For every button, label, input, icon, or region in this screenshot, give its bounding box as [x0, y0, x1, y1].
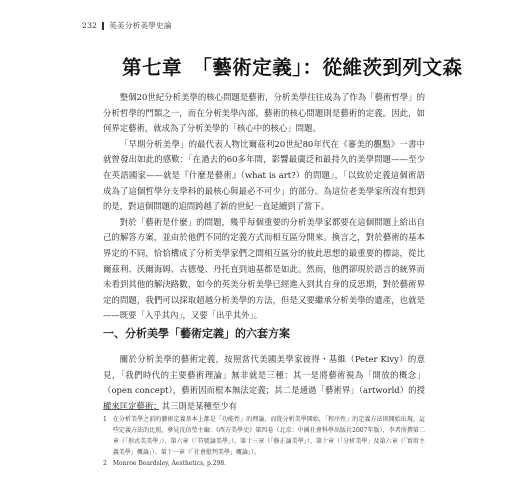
footnote-text: 在分析美學之前的藝術定義基本上都是「功能性」的理論，而從分析美學開始，「程序性」的定義方法則開始出現，這些定義方法的比照，參見沈信瑩主編：《西方美學史》第四卷（北京：中國社會科學出版社2007年版），李者所撰第二章（「形式美美學」）、第六章（「符號論美學」）、第十三章（「修正論美學」）、第十章（「分析美學」及第六章（「實用主義美學」概論」）、第十一章（「社會批判美學」概論」）。 [112, 416, 425, 456]
section-heading: 一、分析美學「藝術定義」的六套方案 [103, 327, 290, 340]
paragraph-2: 「早期分析美學」的最代表人物比爾茲利20世紀80年代在《審美的觀點》一書中就曾發出如此的感歎：「在過去的60多年間，影響最廣泛和最持久的美學問題——至少在英語國家——就是『什麼是藝術』（what is art?）的問題」，「以致於定義這個術語成為了這個哲學分支學科的最核心與最必不可少」的部分。為這位老美學家所沒有想到的是，對這個問題的追問跨越了新的世紀一直延續到了當下。 [103, 138, 425, 212]
footnote-text: Monroe Beardsley, Aesthetics, p.298. [112, 460, 227, 467]
footnote-number: 2 [103, 460, 107, 467]
footnote-divider [103, 409, 159, 410]
chapter-title: 第七章 「藝術定義」：從維茨到列文森 [122, 56, 463, 79]
footnote-2 [103, 458, 425, 469]
running-head-divider [102, 22, 104, 30]
section-paragraph: 關於分析美學的藝術定義，按照當代美國美學家彼得・基維（Peter Kivy）的意見，「我們時代的主要藝術理論」無非就是三種：其一是將藝術視為「開放的概念」（open concept），藝術因而根本無法定義；其二是通過「藝術界」（artworld）的授權來匡定藝術；其三則是某種至少有 [103, 354, 425, 411]
footnote-number: 1 [103, 416, 107, 423]
paragraph-1: 整個20世紀分析美學的核心問題是藝術，分析美學往往成為了作為「藝術哲學」的分析哲學的門類之一，而在分析美學內部，藝術的核心問題則是藝術的定義。因此，如何界定藝術，就成為了分析美學的「核心中的核心」問題。 [103, 92, 425, 134]
book-title: 英美分析美學史論 [109, 21, 172, 30]
chapter-body [103, 90, 425, 324]
page-number: 232 [82, 21, 98, 30]
running-head [82, 20, 172, 31]
footnotes [103, 414, 425, 469]
paragraph-3: 對於「藝術是什麼」的問題，幾乎每個重要的分析美學家都要在這個問題上給出自己的解答方案，並由於他們不同的定義方式而相互區分開來。換言之，對於藝術的基本界定的不同，恰恰構成了分析美學家們之間相互區分的彼此思想的最重要的標誌，從比爾茲利、沃爾海姆、古德曼、丹托直到迪基都是如此。然而，他們卻現於語言的統界而未看到其他的解決路數，如今的英美分析美學已經進入到其自身的反思期，對於藝術界定的問題，我們可以採取超越分析美學的方法，但是又要繼承分析美學的遺產，也就是——既要「入乎其內」，又要「出乎其外」。 [103, 216, 425, 321]
section-body [103, 352, 425, 414]
footnote-1 [103, 414, 425, 458]
